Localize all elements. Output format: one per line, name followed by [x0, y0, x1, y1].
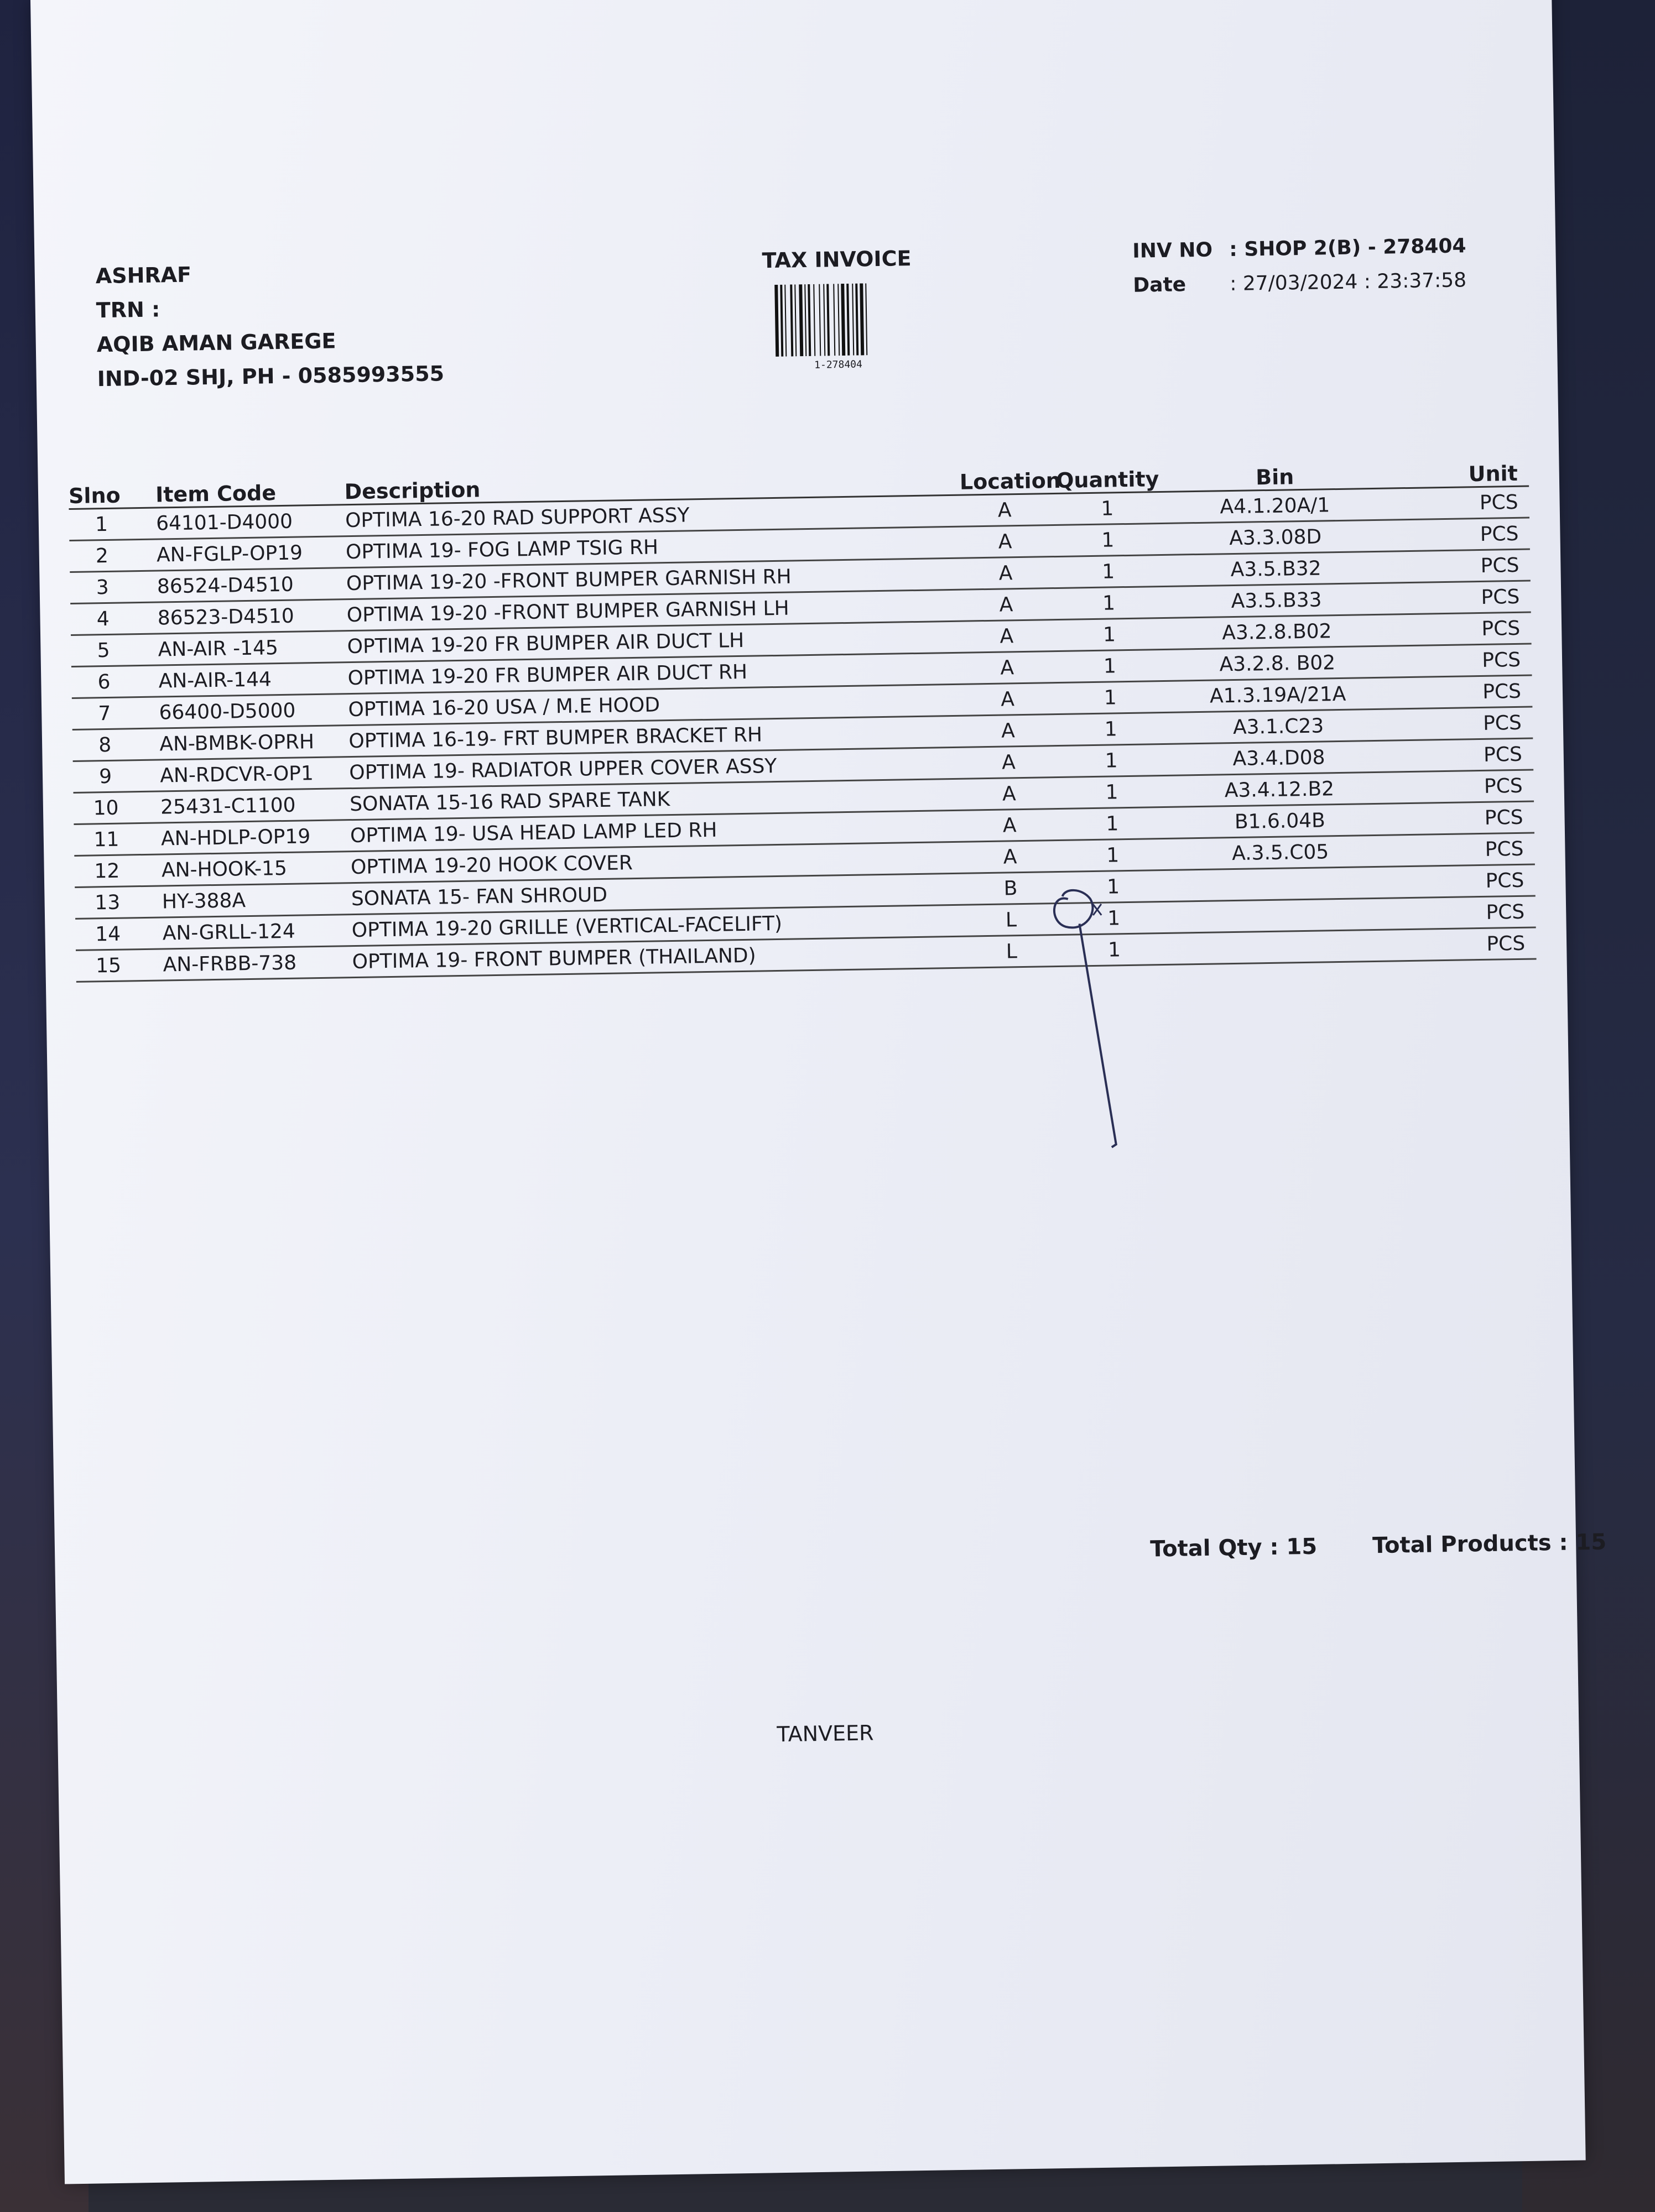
cell-item-code: AN-HOOK-15: [161, 857, 288, 881]
cell-unit: PCS: [1485, 837, 1524, 861]
cell-location: A: [999, 593, 1013, 617]
cell-unit: PCS: [1486, 900, 1525, 924]
cell-description: OPTIMA 19-20 GRILLE (VERTICAL-FACELIFT): [351, 912, 783, 942]
header-location: Location: [959, 468, 1061, 494]
cell-bin: [1174, 946, 1390, 949]
document-title: TAX INVOICE: [762, 246, 912, 273]
cell-bin: A3.4.D08: [1232, 745, 1325, 770]
cell-description: OPTIMA 19-20 -FRONT BUMPER GARNISH RH: [346, 565, 792, 595]
cell-description: OPTIMA 16-20 USA / M.E HOOD: [348, 693, 660, 721]
cell-item-code: AN-AIR-144: [158, 667, 272, 693]
cell-location: A: [998, 530, 1012, 554]
document-header: [753, 246, 921, 372]
cell-item-code: 86524-D4510: [157, 573, 294, 598]
cell-location: L: [1006, 940, 1018, 963]
cell-item-code: AN-GRLL-124: [162, 920, 296, 945]
cell-item-code: AN-FRBB-738: [163, 951, 297, 976]
cell-description: OPTIMA 16-19- FRT BUMPER BRACKET RH: [348, 723, 763, 753]
cell-quantity: 1: [1101, 497, 1114, 520]
cell-unit: PCS: [1484, 774, 1523, 798]
cell-description: OPTIMA 19- FRONT BUMPER (THAILAND): [352, 944, 756, 973]
cell-location: A: [1002, 782, 1016, 806]
cell-unit: PCS: [1484, 806, 1523, 830]
cell-slno: 4: [96, 607, 110, 630]
cell-item-code: 86523-D4510: [157, 604, 294, 630]
cell-slno: 2: [95, 544, 109, 567]
cell-bin: A1.3.19A/21A: [1209, 682, 1346, 708]
cell-slno: 5: [97, 639, 110, 662]
cell-quantity: 1: [1102, 623, 1116, 646]
cell-slno: 14: [95, 922, 121, 946]
customer-company: AQIB AMAN GAREGE: [96, 328, 336, 357]
cell-location: A: [1003, 845, 1017, 869]
cell-description: OPTIMA 19-20 HOOK COVER: [350, 851, 633, 879]
cell-location: A: [1001, 750, 1016, 774]
customer-block: [95, 253, 444, 396]
cell-location: A: [1000, 624, 1014, 648]
cell-quantity: 1: [1103, 654, 1117, 678]
table-body: [69, 487, 1536, 983]
total-products: Total Products : 15: [1372, 1529, 1607, 1559]
cell-description: OPTIMA 19-20 FR BUMPER AIR DUCT LH: [347, 629, 745, 658]
inv-no-label: INV NO: [1132, 238, 1213, 263]
cell-description: OPTIMA 19- RADIATOR UPPER COVER ASSY: [349, 754, 777, 784]
cell-slno: 1: [95, 513, 108, 536]
cell-description: SONATA 15-16 RAD SPARE TANK: [349, 787, 670, 816]
handwritten-ink-mark: [1045, 868, 1144, 1157]
cell-item-code: AN-HDLP-OP19: [160, 825, 311, 850]
customer-address: IND-02 SHJ, PH - 0585993555: [97, 361, 445, 392]
cell-item-code: 66400-D5000: [159, 699, 296, 724]
cell-quantity: 1: [1102, 591, 1116, 615]
cell-bin: A3.3.08D: [1229, 525, 1322, 550]
cell-bin: A4.1.20A/1: [1220, 493, 1330, 518]
cell-quantity: 1: [1106, 843, 1120, 867]
barcode-number: 1-278404: [814, 358, 863, 371]
cell-unit: PCS: [1481, 617, 1521, 640]
header-unit: Unit: [1468, 461, 1518, 487]
cell-slno: 9: [98, 765, 112, 788]
items-table: [69, 452, 1537, 983]
cell-quantity: 1: [1105, 749, 1118, 773]
cell-bin: A3.2.8. B02: [1219, 651, 1336, 676]
cell-slno: 12: [94, 859, 120, 883]
cell-location: A: [998, 561, 1013, 585]
cell-location: B: [1003, 877, 1018, 900]
cell-unit: PCS: [1480, 522, 1519, 546]
cell-unit: PCS: [1482, 680, 1522, 703]
cell-location: A: [1000, 656, 1014, 680]
cell-slno: 8: [98, 733, 112, 757]
cell-location: L: [1005, 908, 1017, 932]
totals-block: [1150, 1530, 1607, 1562]
cell-quantity: 1: [1101, 560, 1115, 583]
header-quantity: Quantity: [1055, 467, 1159, 493]
cell-unit: PCS: [1482, 711, 1522, 735]
cell-bin: B1.6.04B: [1234, 808, 1326, 833]
barcode: [773, 283, 902, 357]
cell-location: A: [1001, 687, 1015, 711]
cell-quantity: 1: [1106, 812, 1119, 836]
cell-slno: 11: [93, 828, 119, 851]
cell-unit: PCS: [1483, 743, 1523, 766]
cell-description: OPTIMA 16-20 RAD SUPPORT ASSY: [345, 503, 690, 532]
cell-bin: A.3.5.C05: [1231, 840, 1329, 865]
cell-item-code: AN-FGLP-OP19: [156, 541, 303, 567]
cell-unit: PCS: [1480, 554, 1519, 577]
cell-item-code: AN-BMBK-OPRH: [159, 730, 315, 755]
cell-quantity: 1: [1101, 528, 1115, 552]
cell-bin: A3.5.B33: [1231, 588, 1322, 613]
cell-item-code: AN-AIR -145: [158, 636, 279, 661]
date-value: : 27/03/2024 : 23:37:58: [1230, 269, 1467, 296]
cell-slno: 7: [98, 702, 111, 725]
cell-unit: PCS: [1482, 648, 1521, 672]
cell-quantity: 1: [1107, 938, 1121, 962]
cell-item-code: 64101-D4000: [155, 510, 293, 535]
cell-description: OPTIMA 19- USA HEAD LAMP LED RH: [350, 818, 717, 847]
cell-unit: PCS: [1485, 869, 1524, 893]
cell-bin: A3.5.B32: [1230, 556, 1321, 581]
cell-slno: 3: [96, 576, 110, 599]
cell-slno: 13: [95, 891, 121, 914]
cell-bin: A3.1.C23: [1232, 714, 1324, 739]
header-slno: Slno: [68, 483, 121, 509]
customer-name: ASHRAF: [95, 262, 192, 289]
cell-bin: [1173, 883, 1389, 886]
header-item-code: Item Code: [155, 481, 277, 507]
cell-quantity: 1: [1104, 717, 1117, 741]
cell-slno: 15: [95, 954, 122, 977]
invoice-paper: [30, 0, 1607, 2184]
cell-location: A: [997, 498, 1012, 522]
cell-location: A: [1001, 719, 1016, 743]
total-qty: Total Qty : 15: [1149, 1533, 1318, 1562]
cell-item-code: AN-RDCVR-OP1: [160, 761, 314, 787]
cell-unit: PCS: [1479, 491, 1518, 514]
cell-item-code: HY-388A: [162, 889, 246, 913]
cell-slno: 6: [97, 670, 111, 693]
header-bin: Bin: [1255, 465, 1294, 490]
cell-quantity: 1: [1107, 906, 1121, 930]
cell-description: OPTIMA 19-20 -FRONT BUMPER GARNISH LH: [346, 597, 789, 627]
cell-bin: [1173, 914, 1389, 917]
cell-quantity: 1: [1106, 875, 1120, 899]
cell-location: A: [1002, 813, 1017, 837]
cell-quantity: 1: [1104, 686, 1117, 709]
inv-no-value: : SHOP 2(B) - 278404: [1229, 234, 1466, 262]
cell-unit: PCS: [1481, 585, 1520, 609]
header-description: Description: [344, 477, 481, 504]
signed-by: TANVEER: [777, 1720, 874, 1747]
cell-slno: 10: [93, 796, 119, 820]
cell-item-code: 25431-C1100: [160, 794, 296, 818]
cell-description: SONATA 15- FAN SHROUD: [351, 883, 608, 910]
cell-bin: A3.2.8.B02: [1222, 619, 1332, 644]
date-label: Date: [1133, 273, 1186, 297]
cell-bin: A3.4.12.B2: [1224, 777, 1335, 802]
cell-quantity: 1: [1105, 780, 1118, 804]
trn-label: TRN :: [96, 297, 160, 323]
cell-description: OPTIMA 19-20 FR BUMPER AIR DUCT RH: [347, 660, 748, 690]
cell-description: OPTIMA 19- FOG LAMP TSIG RH: [345, 535, 659, 564]
invoice-meta: [1132, 229, 1467, 302]
cell-unit: PCS: [1486, 932, 1526, 956]
